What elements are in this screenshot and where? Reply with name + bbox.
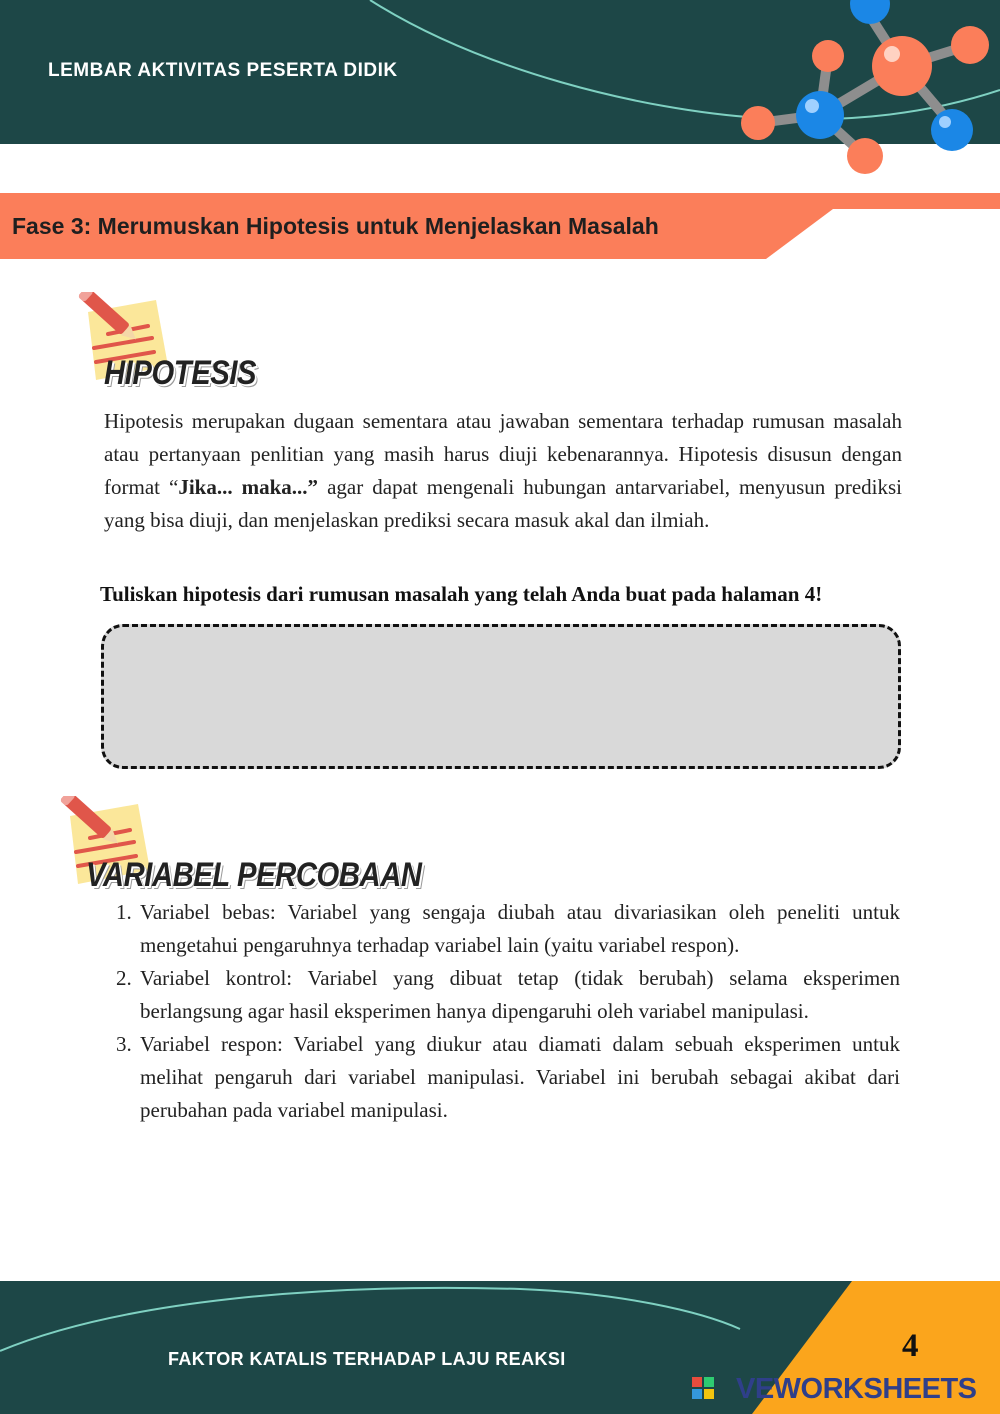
list-item: [116, 896, 900, 962]
hypothesis-instruction: Tuliskan hipotesis dari rumusan masalah yang telah Anda buat pada halaman 4!: [100, 582, 823, 606]
list-item-text: Variabel respon: Variabel yang diukur atau diamati dalam sebuah eksperimen untuk melihat pengaruh dari variabel manipulasi. Variabel ini berubah sebagai akibat dari perubahan pada variabel manipulasi.: [140, 1032, 900, 1122]
liveworksheets-brand[interactable]: VEWORKSHEETS: [736, 1373, 977, 1405]
variables-list: [116, 896, 900, 1127]
header-title: LEMBAR AKTIVITAS PESERTA DIDIK: [48, 60, 398, 81]
footer-title: FAKTOR KATALIS TERHADAP LAJU REAKSI: [168, 1349, 566, 1369]
hypothesis-paragraph-intro: Hipotesis merupakan dugaan sementara atau jawaban sementara terhadap rumusan masalah atau pertanyaan penlitian yang masih harus diuji kebenarannya. Hipotesis disusun dengan format “: [104, 409, 902, 499]
hypothesis-paragraph: [104, 405, 902, 537]
page-number: 4: [902, 1328, 919, 1364]
hypothesis-paragraph-rest: agar dapat mengenali hubungan antarvariabel, menyusun prediksi yang bisa diuji, dan menjelaskan prediksi secara masuk akal dan ilmiah.: [104, 475, 902, 532]
liveworksheets-logo-icon: [692, 1377, 726, 1407]
list-item-number: 2.: [116, 966, 132, 990]
list-item-text: Variabel bebas: Variabel yang sengaja diubah atau divariasikan oleh peneliti untuk mengetahui pengaruhnya terhadap variabel lain (yaitu variabel respon).: [140, 900, 900, 957]
list-item-number: 1.: [116, 900, 132, 924]
molecule-icon: [720, 0, 1000, 180]
hypothesis-format-bold: Jika... maka...”: [178, 475, 319, 499]
list-item: [116, 1028, 900, 1127]
list-item-number: 3.: [116, 1032, 132, 1056]
list-item: [116, 962, 900, 1028]
hypothesis-heading: HIPOTESIS: [104, 354, 257, 392]
hypothesis-answer-box[interactable]: [101, 624, 901, 769]
list-item-text: Variabel kontrol: Variabel yang dibuat tetap (tidak berubah) selama eksperimen berlangsung agar hasil eksperimen hanya dipengaruhi oleh variabel manipulasi.: [140, 966, 900, 1023]
variables-heading: VARIABEL PERCOBAAN: [86, 856, 422, 894]
phase-title: Fase 3: Merumuskan Hipotesis untuk Menjelaskan Masalah: [12, 213, 659, 239]
